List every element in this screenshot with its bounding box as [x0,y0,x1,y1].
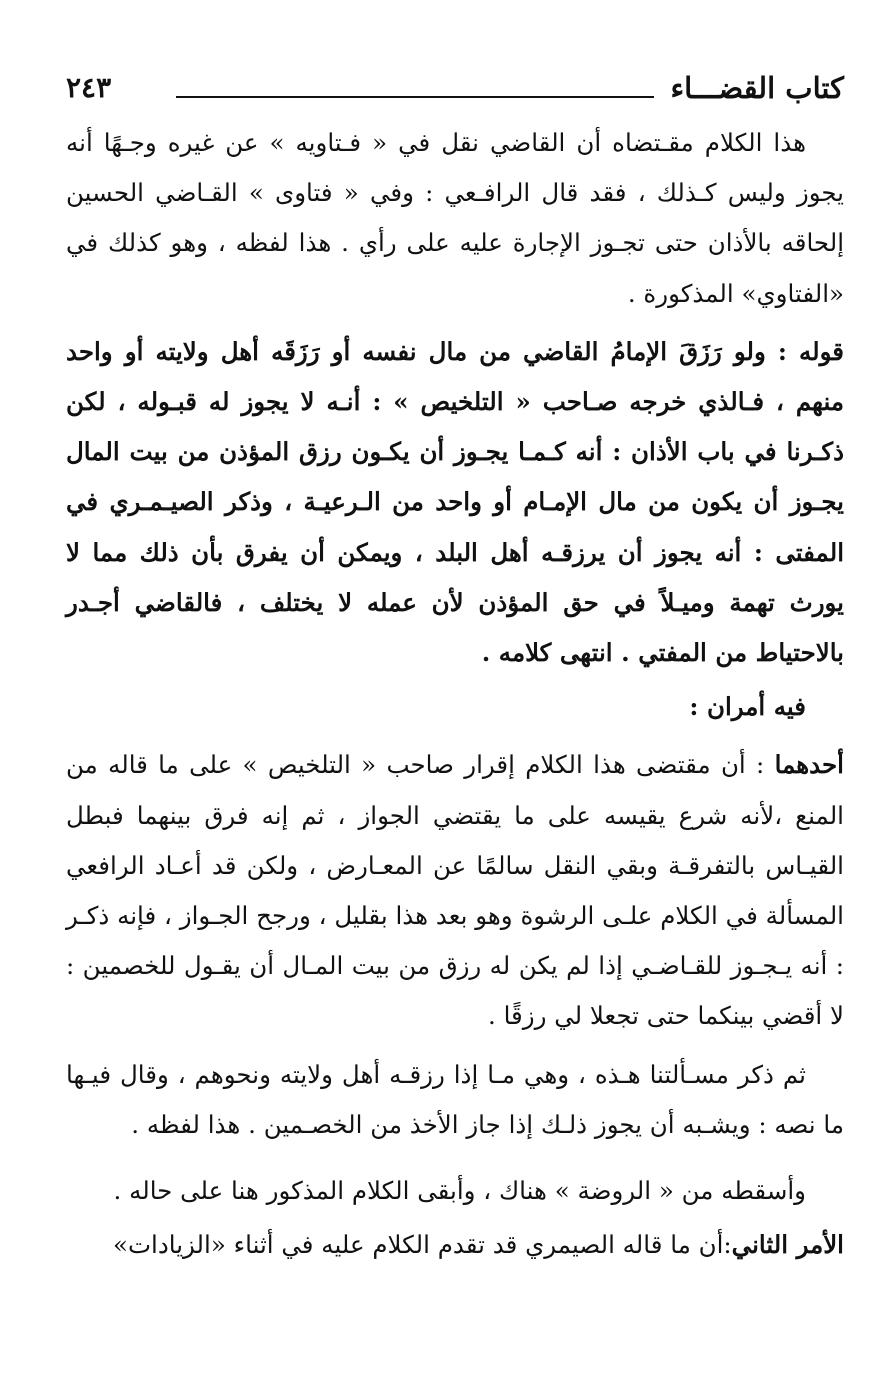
paragraph-7-text: :أن ما قاله الصيمري قد تقدم الكلام عليه في أثناء «الزيادات» [112,1230,732,1260]
paragraph-7-lead: الأمر الثاني [731,1230,844,1260]
header-rule [176,96,654,98]
paragraph-4-text: : أن مقتضى هذا الكلام إقرار صاحب « التلخيص » على ما قاله من المنع ،لأنه شرع يقيسه على ما يقتضي الجواز ، ثم إنه فرق بينهما فبطل القيـاس بالتفرقـة وبقي النقل سالمًا عن المعـارض ، ولكن قد أعـاد الرافعي المسألة في الكلام علـى الرشوة وهو بعد هذا بقليل ، ورجح الجـواز ، فإنه ذكـر : أنه يـجـوز للقـاضـي إذا لم يكن له رزق من بيت المـال أن يقـول للخصمين : لا أقضي بينكما حتى تجعلا لي رزقًا . [66,750,844,1031]
page-body [66,118,844,1270]
page-number: ٢٤٣ [66,71,112,104]
paragraph-5: ثم ذكر مسـألتنا هـذه ، وهي مـا إذا رزقـه أهل ولايته ونحوهم ، وقال فيـها ما نصه : ويشـبه أن يجوز ذلـك إذا جاز الأخذ من الخصـمين . هذا لفظه . [66,1059,844,1139]
paragraph-4 [66,740,844,1041]
chapter-title: كتاب القضـــاء [670,71,844,105]
paragraph-4-lead: أحدهما [774,750,844,780]
paragraph-3-heading: فيه أمران : [689,692,806,722]
paragraph-1: هذا الكلام مقـتضاه أن القاضي نقل في « فـتاويه » عن غيره وجـهًا أنه يجوز وليس كـذلك ، فقد قال الرافـعي : وفي « فتاوى » القـاضي الحسين إلحاقه بالأذان حتى تجـوز الإجارة عليه على رأي . هذا لفظه ، وهو كذلك في «الفتاوي» المذكورة . [66,128,844,308]
page-header [66,66,844,112]
paragraph-2-quote: قوله : ولو رَزَقَ الإمامُ القاضي من مال نفسه أو رَزَقَه أهل ولايته أو واحد منهم ، فـالذي خرجه صـاحب « التلخيص » : أنـه لا يجوز له قبـوله ، لكن ذكـرنا في باب الأذان : أنه كـمـا يجـوز أن يكـون رزق المؤذن من بيت المال يجـوز أن يكون من مال الإمـام أو واحد من الـرعيـة ، وذكر الصيـمـري في المفتى : أنه يجوز أن يرزقـه أهل البلد ، ويمكن أن يفرق بأن ذلك مما لا يورث تهمة وميـلاً في حق المؤذن لأن عمله لا يختلف ، فالقاضي أجـدر بالاحتياط من المفتي . انتهى كلامه . [66,336,844,668]
paragraph-7 [66,1220,844,1270]
paragraph-6: وأسقطه من « الروضة » هناك ، وأبقى الكلام المذكور هنا على حاله . [113,1176,806,1206]
